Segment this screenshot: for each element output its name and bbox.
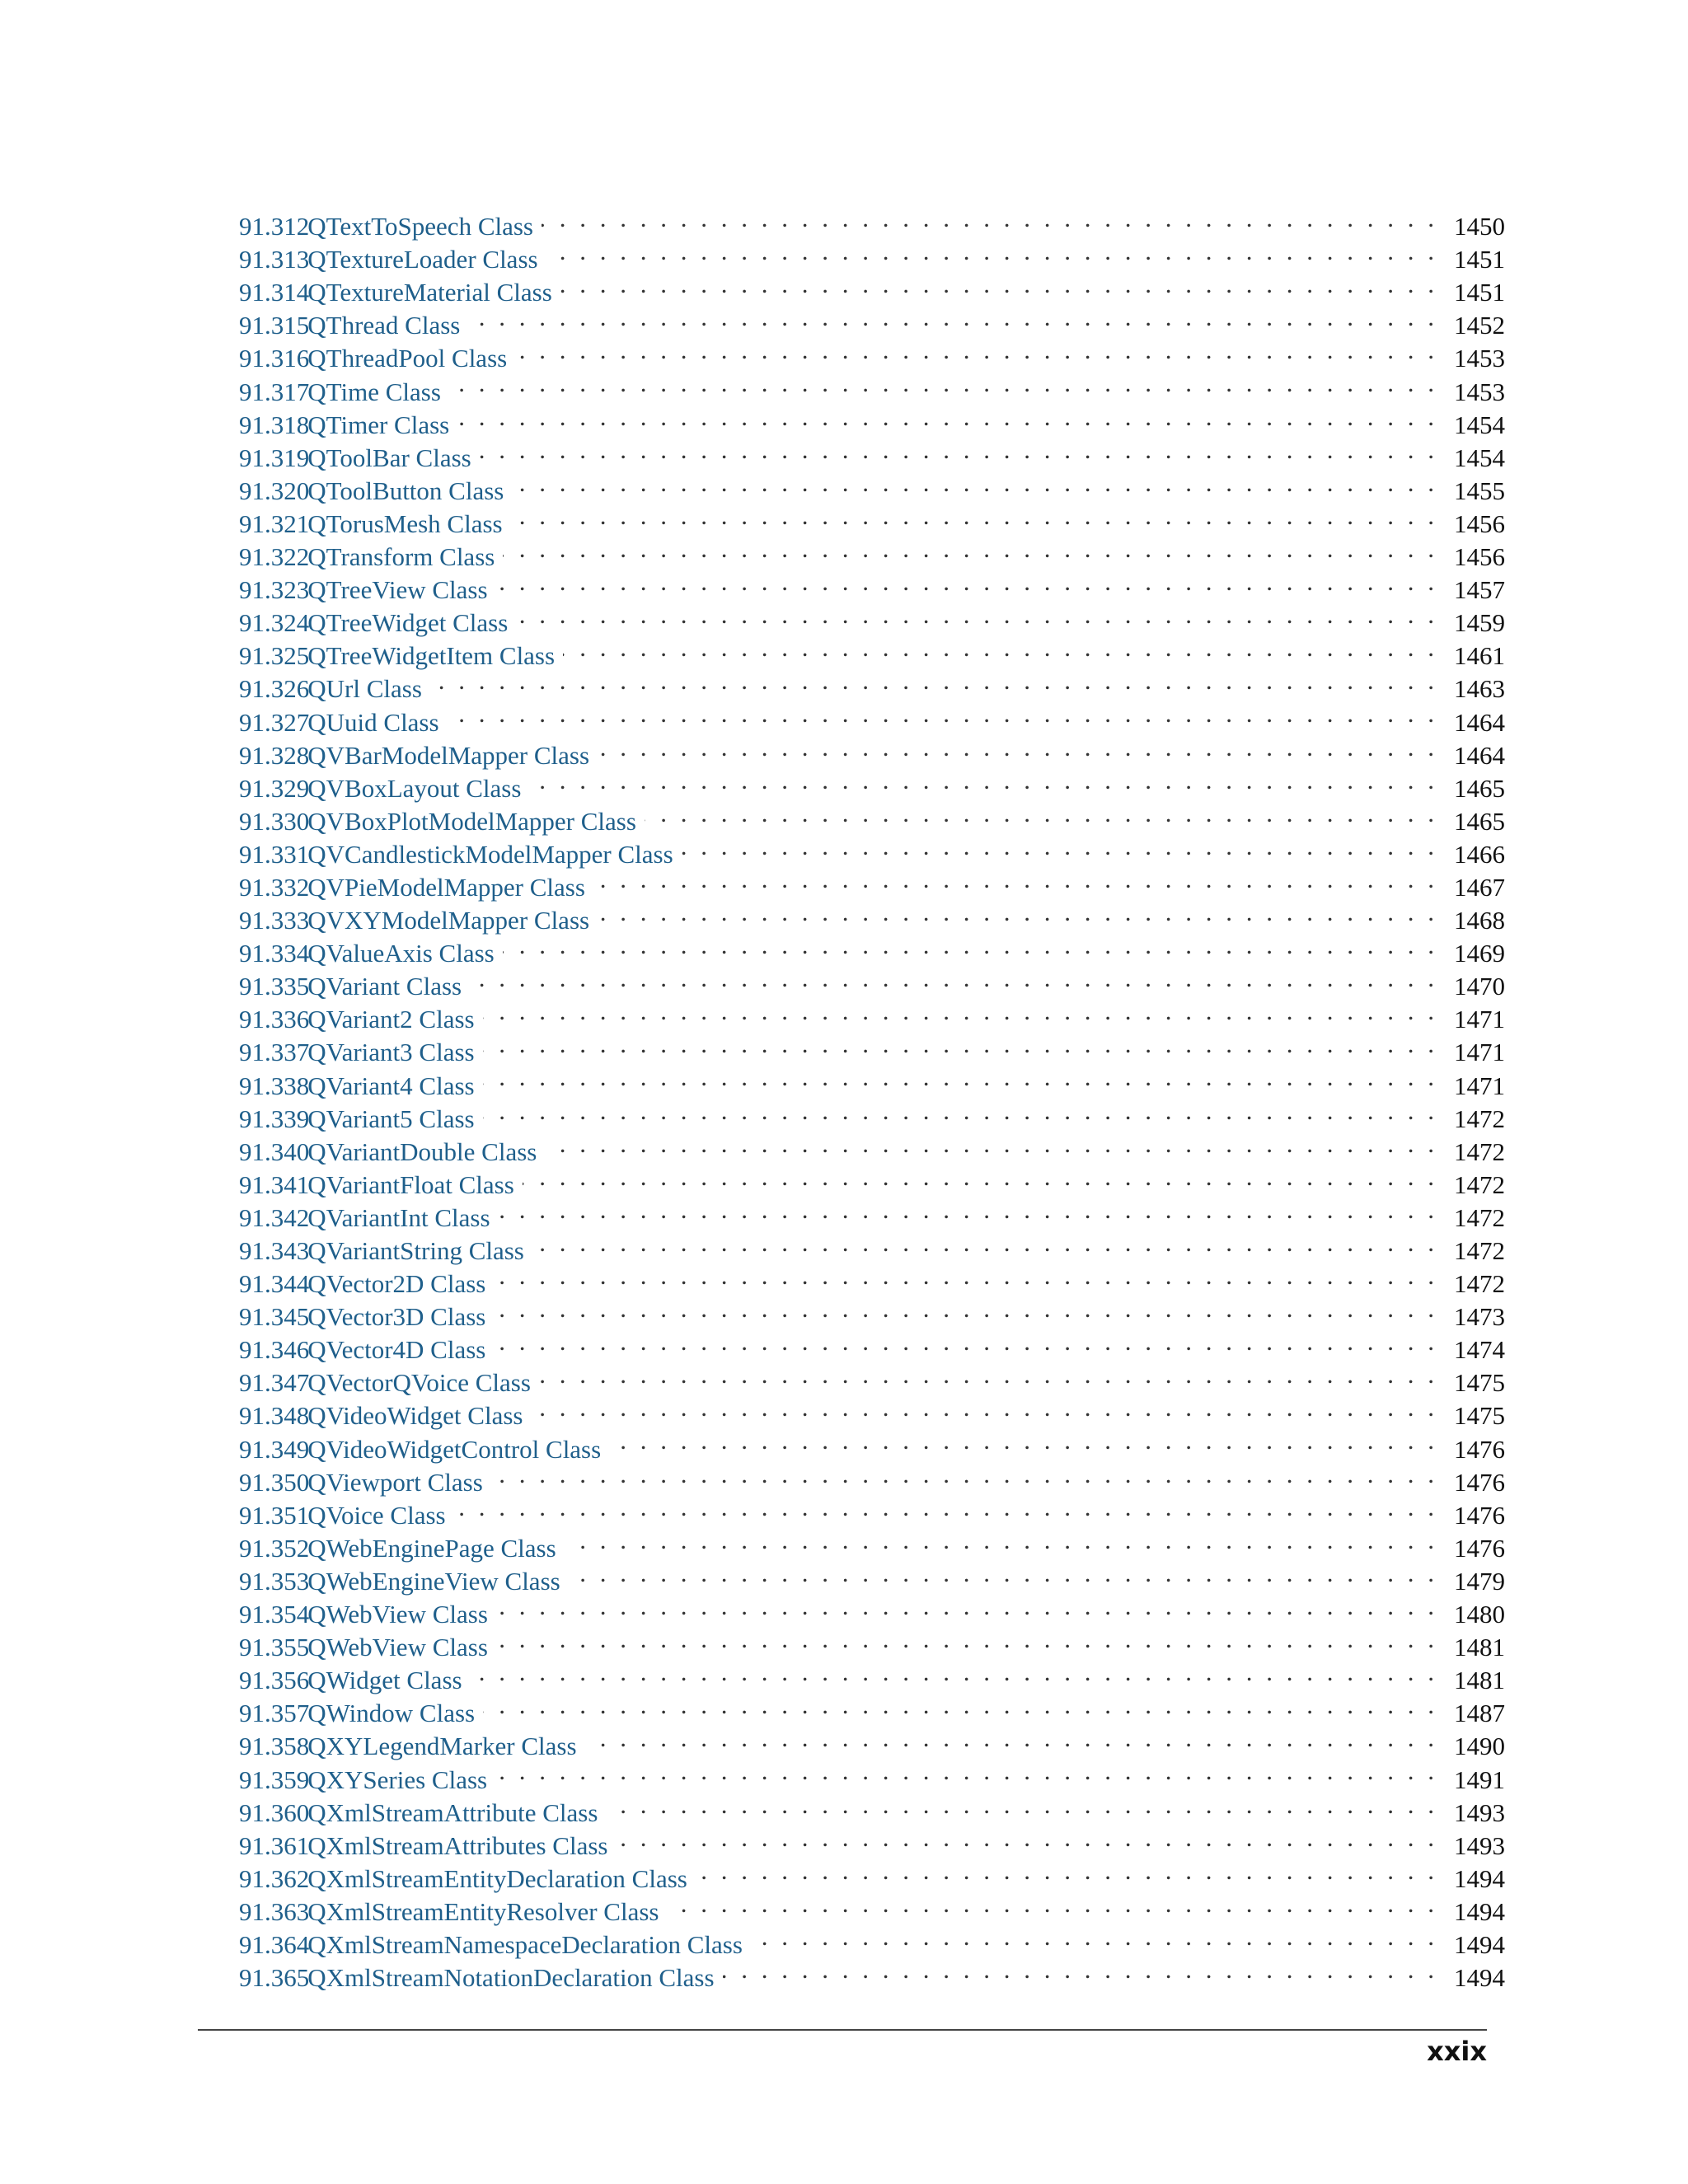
toc-entry-link[interactable] bbox=[239, 1003, 475, 1036]
toc-entry-title: QUrl Class bbox=[307, 674, 422, 704]
toc-entry-title: QVXYModelMapper Class bbox=[307, 906, 590, 935]
dot-leader bbox=[511, 499, 1434, 532]
toc-entry-title: QWebView Class bbox=[307, 1600, 488, 1629]
toc-entry-link[interactable] bbox=[239, 1103, 475, 1136]
dot-leader bbox=[546, 235, 1434, 268]
toc-entry-link[interactable] bbox=[239, 1466, 483, 1499]
toc-entry-title: QWidget Class bbox=[307, 1666, 462, 1695]
footer-page-number: xxix bbox=[1427, 2036, 1487, 2067]
toc-entry-title: QXmlStreamEntityDeclaration Class bbox=[307, 1863, 687, 1893]
toc-entry-page: 1463 bbox=[1454, 674, 1505, 704]
toc-entry-link[interactable] bbox=[239, 574, 488, 607]
toc-entry-page: 1456 bbox=[1454, 509, 1505, 538]
toc-entry-title: QXYLegendMarker Class bbox=[307, 1732, 577, 1761]
toc-entry-page: 1450 bbox=[1454, 212, 1505, 241]
toc-entry-link[interactable] bbox=[239, 772, 521, 805]
toc-entry-number: 91.357 bbox=[239, 1699, 310, 1728]
dot-leader bbox=[560, 268, 1434, 301]
toc-entry-number: 91.336 bbox=[239, 1005, 310, 1034]
dot-leader bbox=[667, 1887, 1434, 1920]
toc-entry-title: QTreeView Class bbox=[307, 575, 488, 605]
toc-entry-link[interactable] bbox=[239, 1598, 488, 1631]
toc-entry-number: 91.339 bbox=[239, 1104, 310, 1133]
dot-leader bbox=[531, 1391, 1434, 1424]
dot-leader bbox=[496, 565, 1434, 598]
dot-leader bbox=[542, 202, 1434, 235]
dot-leader bbox=[483, 1061, 1434, 1094]
toc-entry-title: QTimer Class bbox=[307, 410, 450, 439]
toc-entry-title: QTreeWidget Class bbox=[307, 608, 509, 638]
toc-entry-link[interactable] bbox=[239, 475, 504, 508]
dot-leader bbox=[565, 1524, 1434, 1557]
toc-entry-link[interactable] bbox=[239, 970, 462, 1003]
toc-entry-page: 1455 bbox=[1454, 476, 1505, 505]
toc-entry-title: QXmlStreamAttributes Class bbox=[307, 1830, 608, 1860]
toc-entry-link[interactable] bbox=[239, 1896, 659, 1929]
toc-entry-title: QWebEngineView Class bbox=[307, 1566, 560, 1596]
toc-entry-link[interactable] bbox=[239, 210, 533, 243]
toc-entry-title: QViewport Class bbox=[307, 1467, 483, 1497]
toc-entry-link[interactable] bbox=[239, 243, 538, 276]
toc-entry-page: 1472 bbox=[1454, 1202, 1505, 1232]
dot-leader bbox=[494, 1292, 1434, 1325]
toc-entry-title: QTime Class bbox=[307, 377, 441, 406]
toc-entry bbox=[239, 202, 1505, 241]
toc-entry-link[interactable] bbox=[239, 1399, 523, 1432]
toc-entry-title: QThread Class bbox=[307, 311, 461, 340]
toc-entry-number: 91.332 bbox=[239, 872, 310, 902]
toc-entry-link[interactable] bbox=[239, 1532, 556, 1565]
toc-entry-page: 1472 bbox=[1454, 1269, 1505, 1299]
toc-entry-page: 1461 bbox=[1454, 641, 1505, 671]
toc-entry-page: 1467 bbox=[1454, 872, 1505, 902]
dot-leader bbox=[483, 995, 1434, 1028]
dot-leader bbox=[545, 1127, 1434, 1160]
toc-entry-number: 91.346 bbox=[239, 1335, 310, 1365]
toc-entry-title: QVPieModelMapper Class bbox=[307, 872, 585, 902]
toc-entry-link[interactable] bbox=[239, 1235, 524, 1268]
toc-entry-page: 1491 bbox=[1454, 1765, 1505, 1794]
dot-leader bbox=[606, 1788, 1434, 1821]
toc-entry-link[interactable] bbox=[239, 1333, 485, 1366]
toc-entry-title: QWindow Class bbox=[307, 1699, 476, 1728]
toc-entry-number: 91.333 bbox=[239, 906, 310, 935]
dot-leader bbox=[454, 1491, 1434, 1524]
toc-entry-number: 91.356 bbox=[239, 1666, 310, 1695]
toc-entry-title: QVectorQVoice Class bbox=[307, 1368, 531, 1398]
toc-entry-number: 91.318 bbox=[239, 410, 310, 439]
toc-entry-link[interactable] bbox=[239, 309, 460, 342]
toc-entry-title: QVBoxLayout Class bbox=[307, 773, 522, 803]
dot-leader bbox=[516, 598, 1434, 631]
toc-entry-title: QTorusMesh Class bbox=[307, 509, 503, 538]
toc-entry-link[interactable] bbox=[239, 1664, 462, 1697]
toc-entry-page: 1457 bbox=[1454, 575, 1505, 605]
toc-entry-number: 91.335 bbox=[239, 972, 310, 1001]
toc-entry-number: 91.362 bbox=[239, 1863, 310, 1893]
toc-entry-number: 91.364 bbox=[239, 1929, 310, 1959]
toc-entry-page: 1459 bbox=[1454, 608, 1505, 638]
dot-leader bbox=[494, 1259, 1434, 1292]
dot-leader bbox=[585, 1722, 1434, 1755]
toc-entry-page: 1453 bbox=[1454, 377, 1505, 406]
toc-entry-number: 91.329 bbox=[239, 773, 310, 803]
toc-entry-title: QValueAxis Class bbox=[307, 939, 495, 968]
dot-leader bbox=[471, 1656, 1434, 1689]
toc-entry-link[interactable] bbox=[239, 937, 495, 970]
toc-entry-link[interactable] bbox=[239, 673, 422, 705]
dot-leader bbox=[751, 1920, 1434, 1953]
toc-entry-link[interactable] bbox=[239, 805, 636, 838]
dot-leader bbox=[430, 664, 1434, 697]
toc-entry-link[interactable] bbox=[239, 1830, 607, 1863]
toc-entry-title: QXYSeries Class bbox=[307, 1765, 488, 1794]
toc-entry-page: 1479 bbox=[1454, 1566, 1505, 1596]
toc-entry-page: 1494 bbox=[1454, 1896, 1505, 1926]
toc-entry-number: 91.352 bbox=[239, 1533, 310, 1563]
dot-leader bbox=[593, 863, 1434, 896]
toc-entry-number: 91.323 bbox=[239, 575, 310, 605]
toc-entry-title: QVariantFloat Class bbox=[307, 1169, 514, 1199]
toc-entry-number: 91.331 bbox=[239, 839, 310, 869]
toc-entry-page: 1487 bbox=[1454, 1699, 1505, 1728]
dot-leader bbox=[616, 1821, 1434, 1854]
toc-entry-number: 91.343 bbox=[239, 1236, 310, 1265]
dot-leader bbox=[645, 797, 1434, 830]
toc-entry-link[interactable] bbox=[239, 1929, 743, 1961]
dot-leader bbox=[569, 1557, 1434, 1590]
toc-entry-number: 91.353 bbox=[239, 1566, 310, 1596]
toc-entry-number: 91.345 bbox=[239, 1302, 310, 1332]
toc-entry-page: 1464 bbox=[1454, 707, 1505, 737]
dot-leader bbox=[723, 1953, 1434, 1986]
dot-leader bbox=[483, 1689, 1434, 1722]
toc-entry-link[interactable] bbox=[239, 1961, 715, 1994]
toc-entry-page: 1451 bbox=[1454, 245, 1505, 274]
toc-entry-title: QVBoxPlotModelMapper Class bbox=[307, 806, 636, 836]
dot-leader bbox=[503, 929, 1434, 962]
toc-entry-link[interactable] bbox=[239, 1764, 487, 1797]
dot-leader bbox=[491, 1458, 1434, 1491]
toc-entry-link[interactable] bbox=[239, 409, 449, 442]
toc-entry-number: 91.358 bbox=[239, 1732, 310, 1761]
toc-entry-page: 1494 bbox=[1454, 1863, 1505, 1893]
toc-entry-page: 1469 bbox=[1454, 939, 1505, 968]
toc-entry-number: 91.361 bbox=[239, 1830, 310, 1860]
toc-entry-page: 1465 bbox=[1454, 773, 1505, 803]
toc-entry-link[interactable] bbox=[239, 1697, 475, 1730]
toc-entry-title: QWebView Class bbox=[307, 1633, 488, 1662]
toc-entry-page: 1476 bbox=[1454, 1500, 1505, 1530]
toc-entry-page: 1466 bbox=[1454, 839, 1505, 869]
toc-entry-page: 1481 bbox=[1454, 1666, 1505, 1695]
toc-entry-title: QTextureLoader Class bbox=[307, 245, 538, 274]
toc-entry-number: 91.312 bbox=[239, 212, 310, 241]
toc-entry-page: 1475 bbox=[1454, 1368, 1505, 1398]
toc-entry-page: 1454 bbox=[1454, 410, 1505, 439]
toc-entry-number: 91.342 bbox=[239, 1202, 310, 1232]
toc-entry-page: 1476 bbox=[1454, 1434, 1505, 1464]
toc-entry-title: QThreadPool Class bbox=[307, 344, 508, 373]
dot-leader bbox=[512, 466, 1434, 499]
toc-entry-number: 91.354 bbox=[239, 1600, 310, 1629]
dot-leader bbox=[563, 631, 1434, 664]
toc-entry-title: QWebEnginePage Class bbox=[307, 1533, 556, 1563]
dot-leader bbox=[483, 1094, 1434, 1127]
toc-entry-title: QTextToSpeech Class bbox=[307, 212, 533, 241]
dot-leader bbox=[494, 1325, 1434, 1358]
toc-entry-number: 91.347 bbox=[239, 1368, 310, 1398]
toc-entry-number: 91.360 bbox=[239, 1797, 310, 1827]
toc-entry-link[interactable] bbox=[239, 1797, 598, 1830]
dot-leader bbox=[532, 1226, 1434, 1259]
dot-leader bbox=[483, 1028, 1434, 1061]
footer-rule bbox=[198, 2029, 1487, 2031]
toc-entry-title: QTransform Class bbox=[307, 542, 495, 572]
toc-entry-number: 91.320 bbox=[239, 476, 310, 505]
toc-entry-page: 1494 bbox=[1454, 1929, 1505, 1959]
dot-leader bbox=[503, 532, 1434, 565]
toc-entry bbox=[239, 697, 1505, 737]
toc-entry-number: 91.317 bbox=[239, 377, 310, 406]
toc-entry-page: 1452 bbox=[1454, 311, 1505, 340]
toc-entry-title: QXmlStreamNamespaceDeclaration Class bbox=[307, 1929, 743, 1959]
toc-entry-number: 91.330 bbox=[239, 806, 310, 836]
toc-entry-link[interactable] bbox=[239, 508, 503, 541]
toc-entry-link[interactable] bbox=[239, 442, 471, 475]
toc-entry-number: 91.337 bbox=[239, 1038, 310, 1067]
toc-entry-page: 1475 bbox=[1454, 1401, 1505, 1431]
toc-entry-number: 91.328 bbox=[239, 740, 310, 770]
dot-leader bbox=[449, 367, 1434, 400]
toc-entry-title: QXmlStreamAttribute Class bbox=[307, 1797, 598, 1827]
dot-leader bbox=[515, 334, 1434, 367]
toc-entry-number: 91.344 bbox=[239, 1269, 310, 1299]
dot-leader bbox=[496, 1623, 1434, 1656]
toc-entry-page: 1493 bbox=[1454, 1797, 1505, 1827]
toc-entry-page: 1476 bbox=[1454, 1467, 1505, 1497]
toc-entry-number: 91.359 bbox=[239, 1765, 310, 1794]
toc-entry-title: QVariantInt Class bbox=[307, 1202, 490, 1232]
toc-entry-number: 91.348 bbox=[239, 1401, 310, 1431]
toc-entry-page: 1472 bbox=[1454, 1169, 1505, 1199]
toc-entry-page: 1480 bbox=[1454, 1600, 1505, 1629]
toc-entry-link[interactable] bbox=[239, 1863, 687, 1896]
toc-entry-link[interactable] bbox=[239, 1366, 531, 1399]
toc-entry-number: 91.325 bbox=[239, 641, 310, 671]
toc-entry-number: 91.349 bbox=[239, 1434, 310, 1464]
toc-entry-page: 1451 bbox=[1454, 278, 1505, 307]
toc-entry-page: 1481 bbox=[1454, 1633, 1505, 1662]
dot-leader bbox=[598, 731, 1434, 764]
toc-entry-title: QVector3D Class bbox=[307, 1302, 486, 1332]
dot-leader bbox=[529, 764, 1434, 797]
toc-entry-page: 1464 bbox=[1454, 740, 1505, 770]
toc-entry-link[interactable] bbox=[239, 1268, 485, 1301]
toc-entry-title: QVariant Class bbox=[307, 972, 462, 1001]
toc-entry-title: QVariant3 Class bbox=[307, 1038, 475, 1067]
toc-entry-number: 91.313 bbox=[239, 245, 310, 274]
toc-entry-page: 1470 bbox=[1454, 972, 1505, 1001]
toc-entry-page: 1453 bbox=[1454, 344, 1505, 373]
toc-entry-title: QUuid Class bbox=[307, 707, 439, 737]
dot-leader bbox=[495, 1755, 1434, 1788]
toc-entry-title: QToolBar Class bbox=[307, 443, 471, 472]
toc-entry-title: QVideoWidgetControl Class bbox=[307, 1434, 602, 1464]
toc-entry-link[interactable] bbox=[239, 1499, 446, 1532]
dot-leader bbox=[539, 1358, 1434, 1391]
toc-entry-number: 91.321 bbox=[239, 509, 310, 538]
toc-entry-number: 91.338 bbox=[239, 1071, 310, 1100]
dot-leader bbox=[480, 434, 1434, 466]
toc-entry-page: 1456 bbox=[1454, 542, 1505, 572]
toc-entry-title: QVariant2 Class bbox=[307, 1005, 475, 1034]
toc-entry-page: 1472 bbox=[1454, 1236, 1505, 1265]
toc-entry-page: 1494 bbox=[1454, 1963, 1505, 1993]
toc-entry-link[interactable] bbox=[239, 376, 441, 409]
toc-entry-page: 1454 bbox=[1454, 443, 1505, 472]
dot-leader bbox=[598, 896, 1434, 929]
toc-entry-number: 91.340 bbox=[239, 1137, 310, 1166]
toc-entry-number: 91.319 bbox=[239, 443, 310, 472]
dot-leader bbox=[468, 301, 1434, 334]
dot-leader bbox=[496, 1590, 1434, 1623]
toc-entry-link[interactable] bbox=[239, 706, 439, 739]
toc-entry-link[interactable] bbox=[239, 541, 495, 574]
toc-entry-number: 91.363 bbox=[239, 1896, 310, 1926]
dot-leader bbox=[682, 830, 1434, 863]
dot-leader bbox=[448, 697, 1434, 730]
toc-entry-title: QVCandlestickModelMapper Class bbox=[307, 839, 673, 869]
toc-entry-page: 1493 bbox=[1454, 1830, 1505, 1860]
toc-entry-number: 91.327 bbox=[239, 707, 310, 737]
toc-entry-number: 91.315 bbox=[239, 311, 310, 340]
dot-leader bbox=[499, 1193, 1434, 1226]
toc-entry-title: QVoice Class bbox=[307, 1500, 446, 1530]
toc-entry-page: 1476 bbox=[1454, 1533, 1505, 1563]
toc-entry-number: 91.314 bbox=[239, 278, 310, 307]
toc-entry-link[interactable] bbox=[239, 607, 508, 640]
toc-entry-page: 1465 bbox=[1454, 806, 1505, 836]
toc-entry-page: 1471 bbox=[1454, 1038, 1505, 1067]
dot-leader bbox=[523, 1160, 1434, 1193]
toc-entry-number: 91.355 bbox=[239, 1633, 310, 1662]
toc-entry-link[interactable] bbox=[239, 1631, 488, 1664]
toc-entry-title: QXmlStreamEntityResolver Class bbox=[307, 1896, 659, 1926]
toc-entry-link[interactable] bbox=[239, 1202, 490, 1235]
toc-entry-number: 91.351 bbox=[239, 1500, 310, 1530]
toc-entry-link[interactable] bbox=[239, 1070, 475, 1103]
toc-entry-page: 1473 bbox=[1454, 1302, 1505, 1332]
toc-entry-number: 91.316 bbox=[239, 344, 310, 373]
toc-entry-title: QVariantDouble Class bbox=[307, 1137, 537, 1166]
toc-entry-title: QTreeWidgetItem Class bbox=[307, 641, 556, 671]
toc-entry-page: 1472 bbox=[1454, 1104, 1505, 1133]
toc-entry-page: 1471 bbox=[1454, 1071, 1505, 1100]
toc-entry-link[interactable] bbox=[239, 871, 585, 904]
dot-leader bbox=[609, 1424, 1434, 1457]
toc-entry-number: 91.324 bbox=[239, 608, 310, 638]
toc-entry-page: 1472 bbox=[1454, 1137, 1505, 1166]
table-of-contents bbox=[239, 202, 1505, 1993]
toc-entry-page: 1474 bbox=[1454, 1335, 1505, 1365]
toc-entry-title: QVBarModelMapper Class bbox=[307, 740, 590, 770]
toc-entry-link[interactable] bbox=[239, 1036, 475, 1069]
toc-entry-number: 91.326 bbox=[239, 674, 310, 704]
toc-entry-number: 91.334 bbox=[239, 939, 310, 968]
toc-entry-title: QVideoWidget Class bbox=[307, 1401, 523, 1431]
toc-entry-title: QVariantString Class bbox=[307, 1236, 524, 1265]
toc-entry-number: 91.341 bbox=[239, 1169, 310, 1199]
toc-entry-title: QXmlStreamNotationDeclaration Class bbox=[307, 1963, 715, 1993]
toc-entry-link[interactable] bbox=[239, 1136, 537, 1169]
toc-entry-title: QVector2D Class bbox=[307, 1269, 486, 1299]
toc-entry-number: 91.322 bbox=[239, 542, 310, 572]
toc-entry-page: 1490 bbox=[1454, 1732, 1505, 1761]
toc-entry-link[interactable] bbox=[239, 1169, 514, 1202]
toc-entry-title: QToolButton Class bbox=[307, 476, 504, 505]
dot-leader bbox=[696, 1854, 1434, 1887]
toc-entry-title: QVector4D Class bbox=[307, 1335, 486, 1365]
dot-leader bbox=[457, 401, 1434, 434]
toc-entry-title: QVariant4 Class bbox=[307, 1071, 475, 1100]
toc-entry-page: 1468 bbox=[1454, 906, 1505, 935]
toc-entry-title: QVariant5 Class bbox=[307, 1104, 475, 1133]
dot-leader bbox=[470, 962, 1434, 995]
toc-entry-number: 91.365 bbox=[239, 1963, 310, 1993]
toc-entry-number: 91.350 bbox=[239, 1467, 310, 1497]
toc-entry-title: QTextureMaterial Class bbox=[307, 278, 552, 307]
toc-entry-page: 1471 bbox=[1454, 1005, 1505, 1034]
toc-entry-link[interactable] bbox=[239, 1301, 485, 1333]
